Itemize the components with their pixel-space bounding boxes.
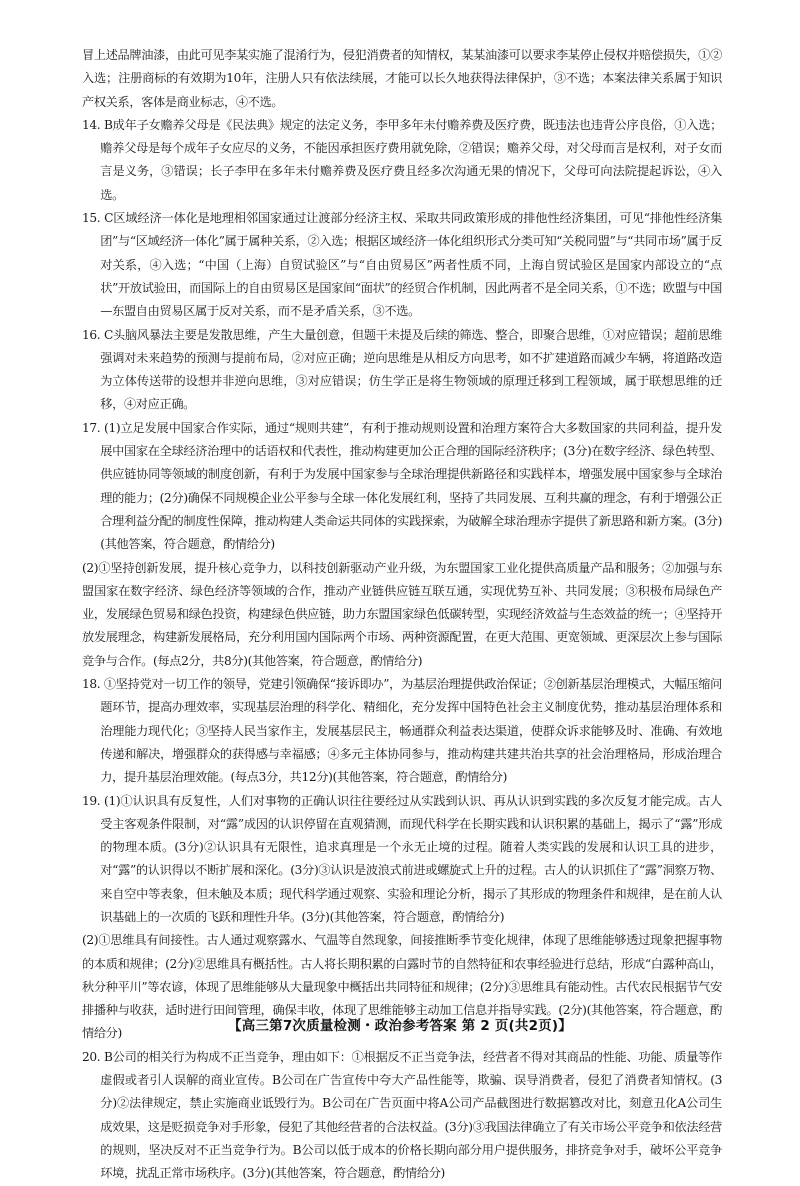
answer-16: 16. C头脑风暴法主要是发散思维，产生大量创意，但题干未提及后续的筛选、整合，即聚合思维，①对应错误；超前思维强调对未来趋势的预测与提前布局，②对应正确；逆向思维是从相反方向思考，如不扩建道路而减少车辆，将道路改造为立体传送带的设想并非逆向思维，③对应错误；仿生学正是将生物领域的原理迁移到工程领域，属于联想思维的迁移，④对应正确。 — [82, 327, 722, 412]
answer-14: 14. B成年子女赡养父母是《民法典》规定的法定义务，李甲多年未付赡养费及医疗费，既违法也违背公序良俗，①入选；赡养父母是每个成年子女应尽的义务，不能因承担医疗费用就免除，②错误；赡养父母，对父母而言是权利，对子女而言是义务，③错误；长子李甲在多年未付赡养费及医疗费且经多次沟通无果的情况下，父母可向法院提起诉讼，④入选。 — [82, 117, 722, 202]
page-footer: 【高三第7次质量检测・政治参考答案 第 2 页(共2页)】 — [228, 1018, 572, 1034]
answer-18: 18. ①坚持党对一切工作的领导，党建引领确保“接诉即办”，为基层治理提供政治保证；②创新基层治理模式，大幅压缩问题环节，提高办理效率，实现基层治理的科学化、精细化，充分发挥中国特色社会主义制度优势，推动基层治理体系和治理能力现代化；③坚持人民当家作主，发展基层民主，畅通群众利益表达渠道，使群众诉求能够及时、准确、有效地传递和解决，增强群众的获得感与幸福感；④多元主体协同参与，推动构建共建共治共享的社会治理格局，形成治理合力，提升基层治理效能。(每点3分，共12分)(其他答案，符合题意，酌情给分) — [82, 677, 722, 785]
answer-20: 20. B公司的相关行为构成不正当竞争，理由如下：①根据反不正当竞争法，经营者不得对其商品的性能、功能、质量等作虚假或者引人误解的商业宣传。B公司在广告宣传中夸大产品性能等，欺骗、误导消费者，侵犯了消费者知情权。(3分)②法律规定，禁止实施商业诋毁行为。B公司在广告页面中将A公司产品截图进行数据篡改对比，刻意丑化A公司生成效果，这是贬损竞争对手形象，侵犯了其他经营者的合法权益。(3分)③我国法律确立了有关市场公平竞争和依法经营的规则，坚决反对不正当竞争行为。B公司以低于成本的价格长期向部分用户提供服务，排挤竞争对手，破坏公平竞争环境，扰乱正常市场秩序。(3分)(其他答案，符合题意，酌情给分) — [82, 1049, 722, 1181]
answer-19-part-2: (2)①思维具有间接性。古人通过观察露水、气温等自然现象，间接推断季节变化规律，体现了思维能够透过现象把握事物的本质和规律；(2分)②思维具有概括性。古人将长期积累的白露时节的自然特征和农事经验进行总结，形成“白露种高山，秋分种平川”等农谚，体现了思维能够从大量现象中概括出共同特征和规律；(2分)③思维具有能动性。古代农民根据节气安排播种与收获，适时进行田间管理，确保丰收，体现了思维能够主动加工信息并指导实践。(2分)(其他答案，符合题意，酌情给分) — [82, 933, 722, 1041]
answer-13-continued: 冒上述品牌油漆，由此可见李某实施了混淆行为，侵犯消费者的知情权，某某油漆可以要求李某停止侵权并赔偿损失，①②入选；注册商标的有效期为10年，注册人只有依法续展，才能可以长久地获得法律保护，③不选；本案法律关系属于知识产权关系，客体是商业标志，④不选。 — [82, 48, 722, 109]
answer-17-part-2: (2)①坚持创新发展，提升核心竞争力，以科技创新驱动产业升级，为东盟国家工业化提供高质量产品和服务；②加强与东盟国家在数字经济、绿色经济等领域的合作，推动产业链供应链互联互通，实现优势互补、共同发展；③积极布局绿色产业，发展绿色贸易和绿色投资，构建绿色供应链，助力东盟国家绿色低碳转型，实现经济效益与生态效益的统一；④坚持开放发展理念，构建新发展格局，充分利用国内国际两个市场、两种资源配置，在更大范围、更宽领域、更深层次上参与国际竞争与合作。(每点2分，共8分)(其他答案，符合题意，酌情给分) — [82, 560, 722, 668]
answer-19-part-1: 19. (1)①认识具有反复性，人们对事物的正确认识往往要经过从实践到认识、再从认识到实践的多次反复才能完成。古人受主客观条件限制，对“露”成因的认识停留在直观猜测，而现代科学在长期实践和认识积累的基础上，揭示了“露”形成的物理本质。(3分)②认识具有无限性，追求真理是一个永无止境的过程。随着人类实践的发展和认识工具的进步，对“露”的认识得以不断扩展和深化。(3分)③认识是波浪式前进或螺旋式上升的过程。古人的认识抓住了“露”洞察万物、来自空中等表象，但未触及本质；现代科学通过观察、实验和理论分析，揭示了其形成的物理条件和规律，是在前人认识基础上的一次质的飞跃和理性升华。(3分)(其他答案，符合题意，酌情给分) — [82, 793, 722, 924]
answer-15: 15. C区域经济一体化是地理相邻国家通过让渡部分经济主权、采取共同政策形成的排他性经济集团，可见“排他性经济集团”与“区域经济一体化”属于属种关系，②入选；根据区域经济一体化组织形式分类可知“关税同盟”与“共同市场”属于反对关系，④入选；“中国（上海）自贸试验区”与“自由贸易区”两者性质不同，上海自贸试验区是国家内部设立的“点状”开放试验田，而国际上的自由贸易区是国家间“面状”的经贸合作机制，因此两者不是全同关系，①不选；欧盟与中国—东盟自由贸易区属于反对关系，而不是矛盾关系，③不选。 — [82, 211, 722, 319]
answer-17-part-1: 17. (1)立足发展中国家合作实际，通过“规则共建”，有利于推动规则设置和治理方案符合大多数国家的共同利益，提升发展中国家在全球经济治理中的话语权和代表性，推动构建更加公正合理的国际经济秩序；(3分)在数字经济、绿色转型、供应链协同等领域的制度创新，有利于为发展中国家参与全球治理提供新路径和实践样本，增强发展中国家参与全球治理的能力；(2分)确保不同规模企业公平参与全球一体化发展红利，坚持了共同发展、互利共赢的理念，有利于增强公正合理利益分配的制度性保障，推动构建人类命运共同体的实践探索，为破解全球治理赤字提供了新思路和新方案。(3分)(其他答案，符合题意，酌情给分) — [82, 420, 722, 552]
